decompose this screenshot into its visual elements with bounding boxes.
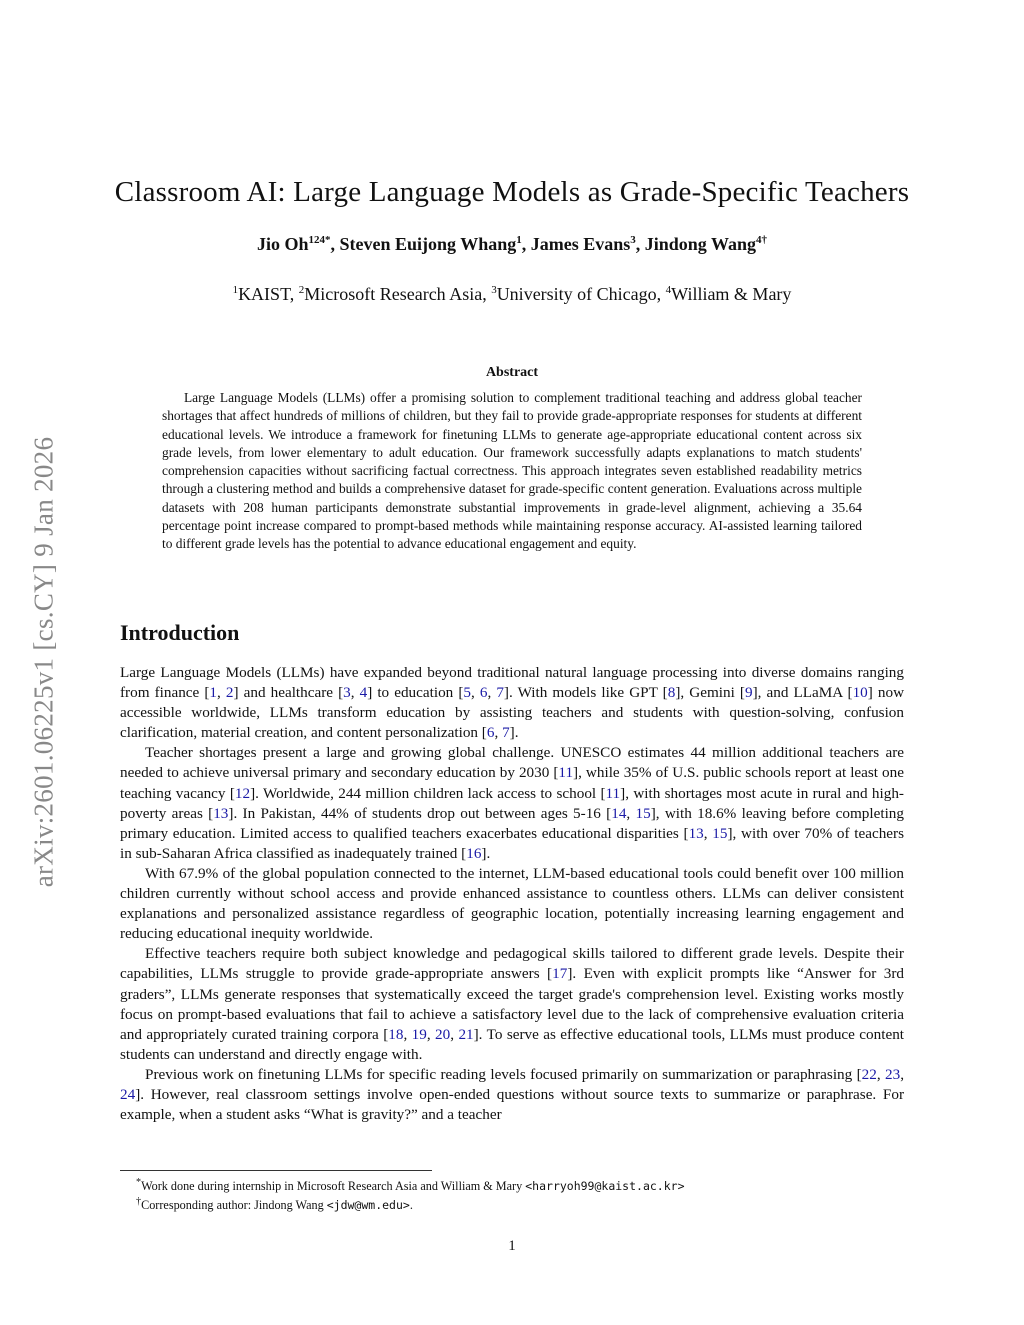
citation-link[interactable]: 15	[635, 804, 651, 822]
author-name: Jindong Wang	[644, 234, 756, 254]
footnote-divider	[120, 1170, 432, 1171]
body-paragraph: Effective teachers require both subject knowledge and pedagogical skills tailored to different grade levels. Despite their capabilities, LLMs struggle to provide grade-appropriate answers [17]. Even with explicit prompts like “Answer for 3rd graders”, LLMs generate responses that systematically exceed the target grade's comprehension level. Existing works mostly focus on prompt-based evaluations that fail to achieve a satisfactory level due to the lack of comprehensive evaluation criteria and appropriately curated training corpora [18, 19, 20, 21]. To serve as effective educational tools, LLMs must produce content students can understand and directly engage with.	[120, 945, 905, 1063]
affiliation-name: Microsoft Research Asia	[304, 284, 483, 304]
author-affiliation-mark: 3	[630, 234, 636, 246]
affiliation-mark: 1	[232, 284, 239, 296]
citation-link[interactable]: 21	[458, 1025, 474, 1043]
citation-link[interactable]: 18	[388, 1025, 404, 1043]
citation-link[interactable]: 22	[861, 1065, 877, 1083]
citation-link[interactable]: 6	[479, 684, 488, 702]
citation-link[interactable]: 24	[120, 1085, 136, 1103]
abstract-text: Large Language Models (LLMs) offer a promising solution to complement traditional teaching and address global teacher shortages that affect hundreds of millions of children, but they fail to provide grade-appropriate responses for students at different educational levels. We introduce a framework for finetuning LLMs to generate age-appropriate educational content across six grade levels, from lower elementary to adult education. Our framework successfully adapts explanations to match students' comprehension capacities without sacrificing factual correctness. This approach integrates seven established readability metrics through a clustering method and builds a comprehensive dataset for grade-specific content generation. Evaluations across multiple datasets with 208 human participants demonstrate substantial improvements in grade-level alignment, achieving a 35.64 percentage point increase compared to prompt-based methods while maintaining response accuracy. AI-assisted learning tailored to different grade levels has the potential to advance educational engagement and equity.	[162, 390, 862, 552]
author-name: James Evans	[530, 234, 631, 254]
citation-link[interactable]: 2	[225, 684, 234, 702]
affiliation-name: William & Mary	[671, 284, 792, 304]
citation-link[interactable]: 11	[558, 764, 574, 782]
arxiv-identifier-stamp: arXiv:2601.06225v1 [cs.CY] 9 Jan 2026	[28, 436, 59, 888]
footnote-email[interactable]: <jdw@wm.edu>	[326, 1198, 410, 1213]
page-number: 1	[508, 1238, 516, 1254]
affiliation-name: University of Chicago	[496, 284, 657, 304]
citation-link[interactable]: 6	[486, 724, 495, 742]
citation-link[interactable]: 17	[552, 965, 568, 983]
abstract-heading: Abstract	[485, 365, 539, 380]
footnote-text: Work done during internship in Microsoft Research Asia and William & Mary	[141, 1179, 526, 1194]
citation-link[interactable]: 11	[605, 784, 621, 802]
body-paragraph: Large Language Models (LLMs) have expanded beyond traditional natural language processing into diverse domains ranging from finance [1, 2] and healthcare [3, 4] to education [5, 6, 7]. With models like GPT [8], Gemini [9], and LLaMA [10] now accessible worldwide, LLMs transform education by assisting teachers and students with question-solving, confusion clarification, material creation, and content personalization [6, 7].	[120, 664, 905, 742]
footnote-mark[interactable]: *	[325, 234, 331, 246]
author-name: Steven Euijong Whang	[339, 234, 517, 254]
affiliation-list: $^1$KAIST, $^2$Microsoft Research Asia, $^3$University of Chicago, $^4$William & Mary	[232, 284, 792, 304]
footnote-email[interactable]: <harryoh99@kaist.ac.kr>	[525, 1179, 685, 1194]
author-affiliation-mark: 124	[308, 234, 326, 246]
citation-link[interactable]: 20	[435, 1025, 451, 1043]
citation-link[interactable]: 13	[213, 804, 229, 822]
paper-title: Classroom AI: Large Language Models as Grade-Specific Teachers	[114, 176, 910, 208]
citation-link[interactable]: 12	[234, 784, 251, 802]
footnote-mark: †	[136, 1196, 142, 1208]
affiliation-mark: 2	[298, 284, 305, 296]
citation-link[interactable]: 15	[712, 824, 728, 842]
citation-link[interactable]: 8	[667, 684, 676, 702]
citation-link[interactable]: 5	[463, 684, 471, 702]
body-paragraph: Teacher shortages present a large and growing global challenge. UNESCO estimates 44 million additional teachers are needed to achieve universal primary and secondary education by 2030 [11], while 35% of U.S. public schools report at least one teaching vacancy [12]. Worldwide, 244 million children lack access to school [11], with shortages most acute in rural and high-poverty areas [13]. In Pakistan, 44% of students drop out between ages 5-16 [14, 15], with 18.6% leaving before completing primary education. Limited access to qualified teachers exacerbates educational disparities [13, 15], with over 70% of teachers in sub-Saharan Africa classified as inadequately trained [16].	[120, 744, 905, 862]
body-paragraph: Previous work on finetuning LLMs for specific reading levels focused primarily on summarization or paraphrasing [22, 23, 24]. However, real classroom settings involve open-ended questions without source texts to summarize or paraphrase. For example, when a student asks “What is gravity?” and a teacher	[120, 1065, 905, 1124]
citation-link[interactable]: 7	[502, 724, 510, 742]
footnote	[136, 1194, 896, 1213]
footnote-mark: *	[136, 1177, 142, 1188]
affiliation-name: KAIST	[238, 284, 290, 304]
footnotes	[136, 1175, 896, 1213]
citation-link[interactable]: 1	[209, 684, 218, 702]
author-name: Jio Oh	[257, 234, 309, 254]
citation-link[interactable]: 9	[744, 684, 753, 702]
citation-link[interactable]: 19	[411, 1025, 427, 1043]
citation-link[interactable]: 4	[359, 684, 368, 702]
introduction-body	[120, 663, 904, 1125]
citation-link[interactable]: 23	[885, 1065, 901, 1083]
author-affiliation-mark: 4†	[755, 234, 767, 246]
citation-link[interactable]: 13	[688, 824, 704, 842]
citation-link[interactable]: 14	[611, 804, 627, 822]
citation-link[interactable]: 16	[466, 844, 482, 862]
footnote-text: Corresponding author: Jindong Wang	[141, 1198, 327, 1213]
body-paragraph: With 67.9% of the global population connected to the internet, LLM-based educational tools could benefit over 100 million children currently without school access and provide enhanced assistance to countless others. LLMs can deliver consistent explanations and personalized assistance regardless of geographic location, potentially increasing learning engagement and reducing educational inequity worldwide.	[120, 864, 904, 943]
footnote-tail: .	[409, 1198, 413, 1213]
citation-link[interactable]: 7	[496, 684, 504, 702]
citation-link[interactable]: 10	[852, 684, 868, 702]
footnote	[136, 1175, 896, 1194]
author-affiliation-mark: 1	[516, 234, 522, 246]
affiliation-mark: 3	[491, 284, 497, 296]
citation-link[interactable]: 3	[343, 684, 351, 702]
author-list: Jio $Oh^{124*}$, Steven Euijong Whang$^1$, James Evans$^3$, Jindong Wang$^{4\dagger}$	[257, 234, 767, 254]
section-heading-introduction: Introduction	[120, 620, 240, 645]
affiliation-mark: 4	[665, 284, 672, 296]
